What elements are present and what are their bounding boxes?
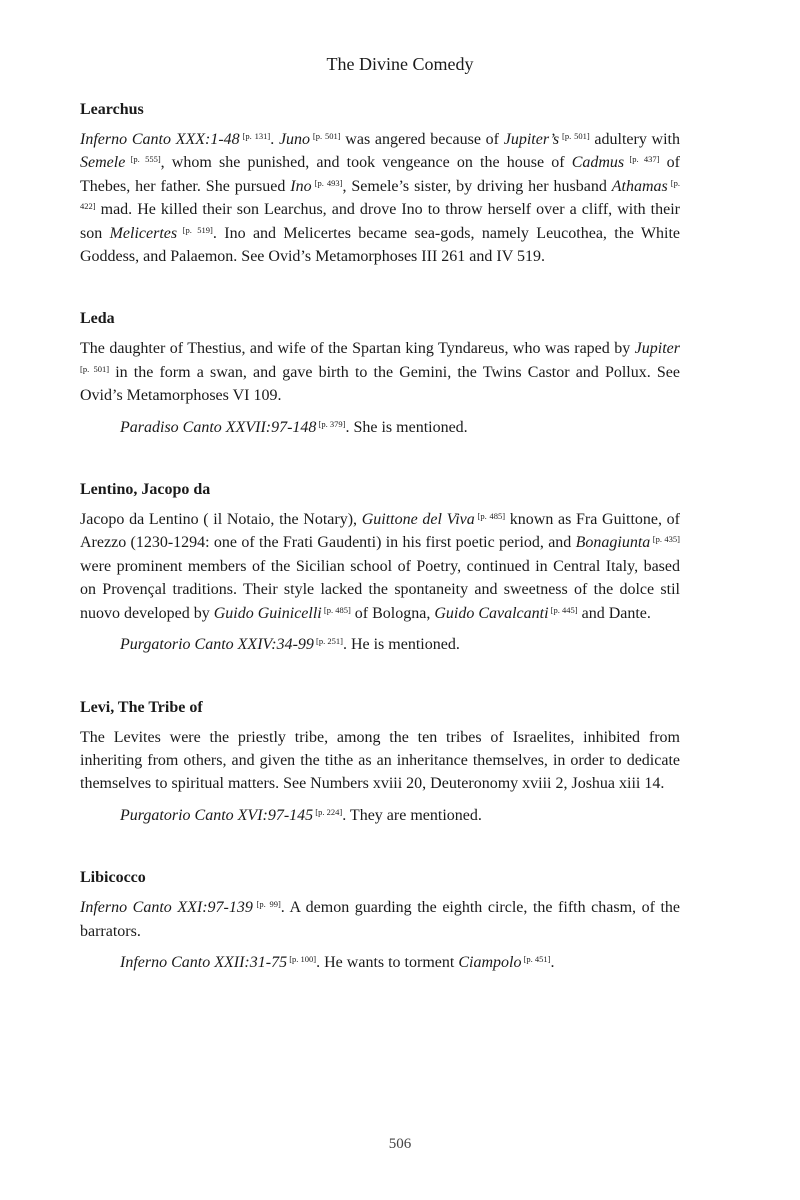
cross-reference-link[interactable]: Inferno Canto XXII:31-75 bbox=[120, 953, 288, 971]
page-reference: [p. 485] bbox=[474, 511, 506, 522]
cross-reference-link[interactable]: Guittone del Viva bbox=[361, 511, 475, 529]
cross-reference-link[interactable]: Cadmus bbox=[571, 154, 625, 172]
entry bbox=[80, 98, 680, 268]
cross-reference-link[interactable]: Bonagiunta bbox=[575, 534, 651, 552]
page-reference: [p. 435] bbox=[650, 534, 680, 545]
entry-title: Leda bbox=[80, 310, 115, 328]
cross-reference-link[interactable]: Paradiso Canto XXVII:97-148 bbox=[120, 418, 317, 436]
page-reference: [p. 437] bbox=[624, 154, 660, 165]
glossary-entries bbox=[80, 98, 680, 1013]
entry-body: Jacopo da Lentino ( il Notaio, the Notary), Guittone del Viva [p. 485] known as Fra Guittone, of Arezzo (1230-1294: one of the Frati Gaudenti) in his first poetic period, and Bonagiunta [p. 435] were prominent members of the Sicilian school of Poetry, continued in Central Italy, based on Provençal traditions. Their style lacked the spontaneity and sweetness of the dolce stil nuovo developed by Guido Guinicelli [p. 485] of Bologna, Guido Cavalcanti [p. 445] and Dante. bbox=[80, 511, 681, 622]
entry-title: Learchus bbox=[80, 101, 144, 118]
entry-title: Levi, The Tribe of bbox=[80, 698, 203, 716]
entry-title: Libicocco bbox=[80, 869, 146, 887]
entry bbox=[80, 866, 680, 974]
page-reference: [p. 501] bbox=[310, 131, 341, 141]
cross-reference-link[interactable]: Juno bbox=[278, 131, 311, 148]
cross-reference-link[interactable]: Jupiter bbox=[634, 340, 680, 358]
cross-reference-link[interactable]: Melicertes bbox=[109, 224, 178, 242]
page-reference: [p. 100] bbox=[287, 953, 317, 964]
canto-reference: Purgatorio Canto XVI:97-145 [p. 224]. They are mentioned. bbox=[120, 806, 482, 824]
cross-reference-link[interactable]: Guido Guinicelli bbox=[213, 604, 322, 622]
page-reference: [p. 99] bbox=[252, 899, 281, 910]
page-reference: [p. 251] bbox=[313, 636, 343, 647]
entry-body: Inferno Canto XXX:1-48 [p. 131]. Juno [p. 501] was angered because of Jupiter’s [p. 501] adultery with Semele [p. 555], whom she punished, and took vengeance on the house of Cadmus [p. 437] of Thebes, her father. She pursued Ino [p. 493], Semele’s sister, by driving her husband Athamas [p. 422] mad. He killed their son Learchus, and drove Ino to throw herself over a cliff, with their son Melicertes [p. 519]. Ino and Melicertes became sea-gods, namely Leucothea, the White Goddess, and Palaemon. See Ovid’s Metamorphoses III 261 and IV 519. bbox=[80, 131, 680, 266]
entry bbox=[80, 478, 680, 656]
page-number: 506 bbox=[388, 1136, 412, 1152]
cross-reference-link[interactable]: Guido Cavalcanti bbox=[434, 604, 549, 622]
page-reference: [p. 422] bbox=[80, 177, 680, 212]
cross-reference-link[interactable]: Purgatorio Canto XVI:97-145 bbox=[120, 806, 314, 824]
cross-reference-link[interactable]: Jupiter’s bbox=[503, 131, 560, 148]
entry-body: Inferno Canto XXI:97-139 [p. 99]. A demon guarding the eighth circle, the fifth chasm, of the barrators. bbox=[80, 899, 681, 940]
page-reference: [p. 224] bbox=[313, 806, 343, 817]
page-reference: [p. 379] bbox=[316, 418, 346, 429]
entry bbox=[80, 696, 680, 828]
page-reference: [p. 131] bbox=[239, 131, 271, 141]
canto-reference: Inferno Canto XXII:31-75 [p. 100]. He wants to torment Ciampolo [p. 451]. bbox=[120, 953, 555, 971]
page-reference: [p. 485] bbox=[321, 604, 351, 615]
canto-reference: Purgatorio Canto XXIV:34-99 [p. 251]. He is mentioned. bbox=[120, 636, 460, 654]
cross-reference-link[interactable]: Ciampolo bbox=[458, 953, 522, 971]
page-reference: [p. 519] bbox=[177, 224, 213, 235]
entry bbox=[80, 307, 680, 439]
entry-title: Lentino, Jacopo da bbox=[80, 481, 211, 499]
cross-reference-link[interactable]: Athamas bbox=[611, 177, 668, 195]
cross-reference-link[interactable]: Inferno Canto XXX:1-48 bbox=[80, 131, 240, 148]
entry-body: The daughter of Thestius, and wife of the Spartan king Tyndareus, who was raped by Jupiter [p. 501] in the form a swan, and gave birth to the Gemini, the Twins Castor and Pollux. See Ovid’s Metamorphoses VI 109. bbox=[80, 340, 680, 405]
page-reference: [p. 501] bbox=[80, 363, 110, 374]
page-reference: [p. 451] bbox=[521, 953, 551, 964]
cross-reference-link[interactable]: Semele bbox=[80, 154, 126, 172]
page-reference: [p. 555] bbox=[125, 154, 161, 165]
page-reference: [p. 445] bbox=[548, 604, 578, 615]
cross-reference-link[interactable]: Inferno Canto XXI:97-139 bbox=[80, 899, 253, 917]
cross-reference-link[interactable]: Ino bbox=[290, 177, 312, 195]
page-reference: [p. 493] bbox=[311, 177, 343, 188]
entry-body: The Levites were the priestly tribe, among the ten tribes of Israelites, inhibited from inheriting from others, and given the tithe as an inheritance themselves, in order to dedicate themselves to spiritual matters. See Numbers xviii 20, Deuteronomy xviii 2, Joshua xiii 14. bbox=[80, 728, 680, 793]
running-header: The Divine Comedy bbox=[326, 54, 474, 74]
canto-reference: Paradiso Canto XXVII:97-148 [p. 379]. She is mentioned. bbox=[120, 418, 468, 436]
page-reference: [p. 501] bbox=[559, 131, 590, 141]
cross-reference-link[interactable]: Purgatorio Canto XXIV:34-99 bbox=[120, 636, 314, 654]
